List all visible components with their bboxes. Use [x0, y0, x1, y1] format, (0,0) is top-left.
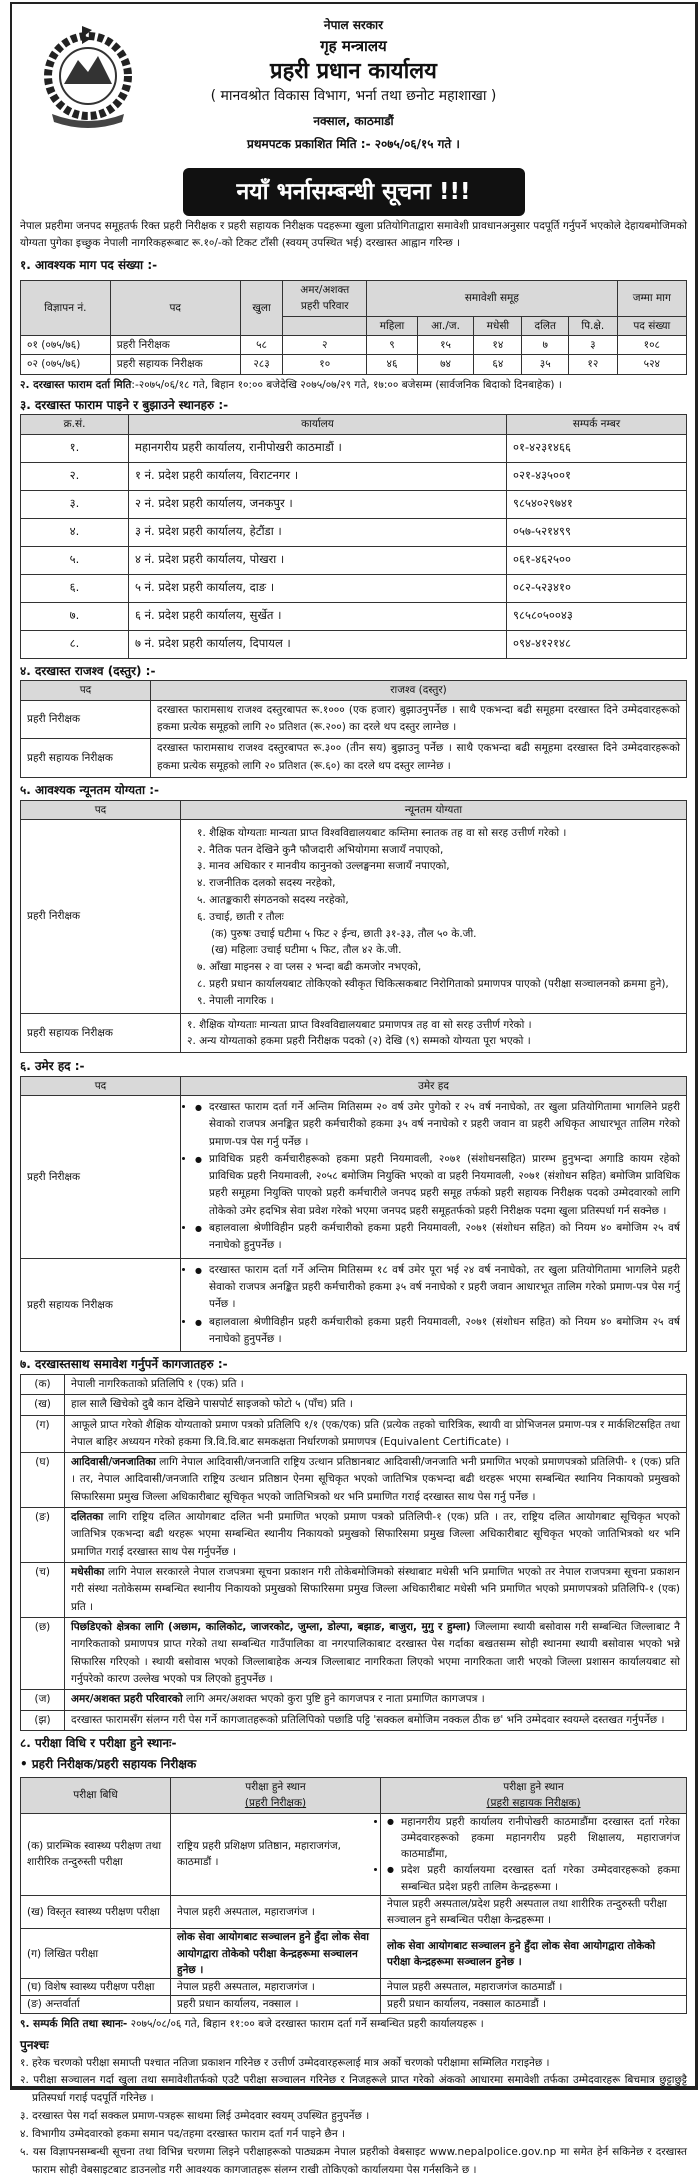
table-cell: १२: [569, 355, 618, 374]
table-cell: ८.: [21, 630, 129, 658]
office-address: नक्साल, काठमाडौं: [313, 114, 394, 129]
document-detail: लागि राष्ट्रिय दलित आयोगबाट दलित भनी प्रमाणित भएको प्रमाण पत्रको प्रतिलिपी-१ (एक) प्रति । तर, राष्ट्रिय दलित आयोगबाट सूचिकृत भएको जातिभित्र एकभन्दा बढी थरहरू भएमा सम्बन्धित स्थानीय निकायको प्रमुखको सिफारिसमा प्रमुख जिल्ला अधिकारीबाट सूचिकृत भएको जातिभित्रको थर भनि प्रमाणित गराई दरखास्त साथ पेस गर्नुपर्नेछ ।: [71, 1511, 680, 1558]
postscript-item: २. परीक्षा सञ्चालन गर्दा खुला तथा समावेशीतर्फको एउटै परीक्षा सञ्चालन गरिनेछ र निजहरूले प्राप्त गरेको अंकको आधारमा समावेशी तर्फका उम्मेदवारहरू बिचमात्र छुट्टाछुट्टै प्रतिस्पर्धा गराई पदपूर्ति गरिनेछ ।: [20, 2074, 687, 2105]
table-cell: १४: [474, 336, 522, 355]
table-cell: ९८५४०२९७४१: [507, 490, 687, 518]
postscript-item: ४. विभागीय उम्मेदवारको हकमा समान पद/तहमा दरखास्त फाराम दर्ता गर्न पाइने छैन ।: [20, 2127, 346, 2140]
table-row: [21, 355, 687, 374]
table-cell: ६ नं. प्रदेश प्रहरी कार्यालय, सुर्खेत ।: [129, 602, 507, 630]
document-detail: दरखास्त फारामसँग संलग्न गरी पेस गर्ने कागजातहरूको प्रतिलिपिको पछाडि पट्टि 'सक्कल बमोजिम नक्कल ठीक छ' भनि उम्मेदवार स्वयम्ले दस्तखत गर्नुपर्नेछ ।: [71, 1713, 665, 1726]
col-post: पद: [21, 1076, 181, 1095]
document-emphasis: आदिवासी/जनजातिका: [71, 1456, 156, 1469]
office-row: [21, 546, 687, 574]
venue-item: ● • प्रदेश प्रहरी कार्यालयमा दरखास्त दर्ता गरेका उम्मेदवारहरूको हकमा सम्बन्धित प्रदेश प्रहरी तालिम केन्द्रहरूमा ।: [387, 1862, 680, 1895]
section-1-title: १. आवश्यक माग पद संख्या :-: [20, 257, 158, 272]
table-row: [21, 336, 687, 355]
section-9: [20, 2016, 687, 2032]
table-cell: ४.: [21, 518, 129, 546]
postscript-item: ३. दरखास्त पेस गर्दा सक्कल प्रमाण-पत्रहरू साथमा लिई उम्मेदवार स्वयम् उपस्थित हुनुपर्नेछ ।: [20, 2110, 370, 2123]
document-row: [21, 1374, 687, 1394]
exam-row: [21, 1895, 687, 1929]
table-cell: ०१ (०७५/७६): [21, 336, 111, 355]
table-cell: ७: [522, 336, 569, 355]
post-inspector: प्रहरी निरीक्षक: [21, 819, 181, 1013]
ministry-name: गृह मन्त्रालय: [320, 36, 387, 55]
table-cell: ४ नं. प्रदेश प्रहरी कार्यालय, पोखरा ।: [129, 546, 507, 574]
qualification-item: ६. उचाई, छाती र तौलः: [197, 910, 284, 923]
document-detail: हाल सालै खिचेको दुबै कान देखिने पासपोर्ट साइजको फोटो ५ (पाँच) प्रति ।: [71, 1398, 353, 1411]
table-cell: ७ नं. प्रदेश प्रहरी कार्यालय, दिपायल ।: [129, 630, 507, 658]
item-label: (ख): [21, 1395, 65, 1415]
inspector-venue: प्रहरी प्रधान कार्यालय, नक्साल ।: [171, 1996, 381, 2013]
intro-text: नेपाल प्रहरीमा जनपद समूहतर्फ रिक्त प्रहरी निरीक्षक र प्रहरी सहायक निरीक्षक पदहरूमा खुला प्रतियोगिताद्वारा समावेशी प्रावधानअनुसार पदपूर्ति गर्नुपर्ने भएकोले देहायबमोजिमको योग्यता पुगेका इच्छुक नेपाली नागरिकहरूबाट रू.१०/-को टिकट टाँसी (स्वयम् उपस्थित भई) दरखास्त आह्वान गरिन्छ ।: [20, 220, 687, 250]
fee-row: [21, 700, 687, 739]
exam-table: [20, 1777, 687, 2014]
col-method: परीक्षा बिधि: [21, 1778, 171, 1814]
table-cell: ०९४-४१२१४८: [507, 630, 687, 658]
division-name: ( मानवश्रोत विकास विभाग, भर्ना तथा छनोट महाशाखा ): [210, 88, 497, 105]
col-dalit: दलित: [522, 316, 569, 335]
office-row: [21, 462, 687, 490]
table-cell: महानगरीय प्रहरी कार्यालय, रानीपोखरी काठमाडौं ।: [129, 434, 507, 462]
qualification-item: ३. मानव अधिकार र मानवीय कानुनको उल्लङ्घनमा सजायँ नपाएको,: [197, 860, 450, 873]
col-office: कार्यालय: [129, 415, 507, 434]
document-emphasis: मधेसीका: [71, 1566, 105, 1579]
table-cell: प्रहरी सहायक निरीक्षक: [21, 739, 151, 778]
table-cell: १.: [21, 434, 129, 462]
table-cell: १५: [417, 336, 474, 355]
published-date: प्रथमपटक प्रकाशित मिति :- २०७५/०६/१५ गते ।: [247, 136, 460, 151]
office-row: [21, 490, 687, 518]
document-detail: लागि नेपाल सरकारले नेपाल राजपत्रमा सूचना प्रकाशन गरी तोकेबमोजिमको संस्थाबाट मधेसी भनि प्रमाणित भएको तर नेपाल राजपत्रमा सूचना प्रकाशन गरी संस्था नतोकेसम्म सम्बन्धित स्थानीय निकायको प्रमुखको सिफारिसमा प्रमुख जिल्ला अधिकारीबाट मधेसी भनि प्रमाणित भएको प्रमाणपत्रको प्रतिलिपि-१ (एक) प्रति ।: [71, 1566, 680, 1613]
asi-venue: लोक सेवा आयोगबाट सञ्चालन हुने हुँदा लोक सेवा आयोगद्वारा तोकेको परीक्षा केन्द्रहरूमा सञ्चालन हुनेछ ।: [381, 1929, 687, 1979]
section-2: [20, 377, 687, 393]
qualification-item: ८. प्रहरी प्रधान कार्यालयबाट तोकिएको स्वीकृत चिकित्सकबाट निरोगिताको प्रमाणपत्र पाएको (परीक्षा सञ्चालनको क्रममा हुने),: [197, 977, 669, 990]
table-cell: प्रहरी निरीक्षक: [110, 336, 240, 355]
gov-name: नेपाल सरकार: [323, 18, 384, 32]
vacancy-table: [20, 280, 687, 374]
age-item: ● • बहालवाला श्रेणीविहीन प्रहरी कर्मचारीको हकमा प्रहरी नियमावली, २०७१ (संशोधन सहित) को नियम ४० बमोजिम २५ वर्ष ननाघेको हुनुपर्नेछ ।: [195, 1314, 680, 1349]
item-label: (झ): [21, 1710, 65, 1730]
inspector-venue: लोक सेवा आयोगबाट सञ्चालन हुने हुँदा लोक सेवा आयोगद्वारा तोकेको परीक्षा केन्द्रहरूमा सञ्चालन हुनेछ ।: [171, 1929, 381, 1979]
table-cell: दरखास्त फारामसाथ राजश्व दस्तुरबापत रू.३०० (तीन सय) बुझाउनु पर्नेछ । साथै एकभन्दा बढी समूहमा दरखास्त दिने उम्मेदवारहरूको हकमा प्रत्येक समूहको लागि २० प्रतिशत (रू.६०) का दरले थप दस्तुर लाग्नेछ ।: [151, 739, 687, 778]
col-backward: पि.क्षे.: [569, 316, 618, 335]
asi-venue: नेपाल प्रहरी अस्पताल, महाराजगंज काठमाडौं ।: [381, 1979, 687, 1996]
post-asi: प्रहरी सहायक निरीक्षक: [21, 1013, 181, 1053]
qualification-item: (ख) महिलाः उचाई घटीमा ५ फिट, तौल ४२ के.जी.: [211, 944, 402, 957]
nepal-government-emblem-icon: [42, 22, 134, 134]
postscript-item: ५. यस विज्ञापनसम्बन्धी सूचना तथा विभिन्न चरणमा लिइने परीक्षाहरूको पाठ्यक्रम नेपाल प्रहरीको वेबसाइट www.nepalpolice.gov.np मा समेत हेर्न सकिनेछ र दरखास्त फाराम सोही वेबसाइटबाट डाउनलोड गरी आवश्यक कागजातहरू संलग्न राखी तोकिएको कार्यालयमा पेस गर्नसकिने छ ।: [20, 2145, 687, 2176]
qualification-item: ४. राजनीतिक दलको सदस्य नरहेको,: [197, 877, 336, 890]
section-9-title: ९. सम्पर्क मिति तथा स्थानः-: [20, 2017, 128, 2030]
item-label: (घ): [21, 1453, 65, 1508]
inspector-venue: नेपाल प्रहरी अस्पताल, महाराजगंज ।: [171, 1895, 381, 1929]
table-cell: २ नं. प्रदेश प्रहरी कार्यालय, जनकपुर ।: [129, 490, 507, 518]
table-cell: २८३: [240, 355, 283, 374]
fee-table: [20, 680, 687, 778]
document-text: [65, 1374, 687, 1394]
table-cell: ६.: [21, 574, 129, 602]
table-cell: ३.: [21, 490, 129, 518]
section-3-title: ३. दरखास्त फाराम पाइने र बुझाउने स्थानहरु :-: [20, 397, 229, 412]
office-row: [21, 630, 687, 658]
col-age: उमेर हद: [181, 1076, 687, 1095]
document-row: [21, 1690, 687, 1710]
qualification-item: २. नैतिक पतन देखिने कुनै फौजदारी अभियोगमा सजायँ नपाएको,: [197, 843, 444, 856]
col-open: खुला: [240, 281, 283, 336]
document-emphasis: पिछडिएको क्षेत्रका लागि (अछाम, कालिकोट, जाजरकोट, जुम्ला, डोल्पा, बझाङ, बाजुरा, मुगु र हुम्ला): [71, 1620, 471, 1633]
qualification-item: ५. आतङ्ककारी संगठनको सदस्य नरहेको,: [197, 893, 349, 906]
document-text: [65, 1453, 687, 1508]
table-cell: १०८: [617, 336, 686, 355]
office-row: [21, 518, 687, 546]
col-women: महिला: [367, 316, 418, 335]
documents-table: [20, 1374, 687, 1731]
table-cell: ३ नं. प्रदेश प्रहरी कार्यालय, हेटौंडा ।: [129, 518, 507, 546]
document-text: [65, 1415, 687, 1453]
table-cell: ०२१-४३५००१: [507, 462, 687, 490]
age-item: ● • दरखास्त फाराम दर्ता गर्ने अन्तिम मितिसम्म १८ वर्ष उमेर पूरा भई २४ वर्ष ननाघेको, तर खुला प्रतियोगितामा भागलिने प्रहरी सेवाको राजपत्र अनङ्कित प्रहरी कर्मचारीको हकमा ३५ वर्ष ननाघेको र प्रहरी जवान आधारभूत तालिम गरेको प्रमाण-पत्र पेस गर्नु पर्नेछ ।: [195, 1262, 680, 1314]
col-aj: आ./ज.: [417, 316, 474, 335]
exam-row: [21, 1813, 687, 1895]
table-cell: १ नं. प्रदेश प्रहरी कार्यालय, विराटनगर ।: [129, 462, 507, 490]
document-text: [65, 1690, 687, 1710]
col-post: पद: [21, 681, 151, 700]
table-cell: ३५: [522, 355, 569, 374]
table-cell: ७४: [417, 355, 474, 374]
col-adv: विज्ञापन नं.: [21, 281, 111, 336]
col-madhesi: मधेसी: [474, 316, 522, 335]
exam-row: [21, 1979, 687, 1996]
exam-method: (क) प्रारम्भिक स्वास्थ्य परीक्षण तथा शारीरिक तन्दुरुस्ती परीक्षा: [21, 1813, 171, 1895]
table-cell: ९: [367, 336, 418, 355]
table-cell: ०८२-५२३४१०: [507, 574, 687, 602]
offices-table: [20, 414, 687, 658]
notice-page: [10, 2, 698, 2176]
qualification-item: ७. आँखा माइनस २ वा प्लस २ भन्दा बढी कमजोर नभएको,: [197, 961, 422, 974]
document-row: [21, 1617, 687, 1689]
item-label: (च): [21, 1563, 65, 1618]
document-row: [21, 1415, 687, 1453]
item-label: (ङ): [21, 1508, 65, 1563]
document-row: [21, 1453, 687, 1508]
table-cell: २.: [21, 462, 129, 490]
item-label: (ज): [21, 1690, 65, 1710]
exam-row: [21, 1996, 687, 2013]
table-cell: ५.: [21, 546, 129, 574]
table-cell: ३: [569, 336, 618, 355]
table-cell: २: [283, 336, 367, 355]
exam-method: (घ) विशेष स्वास्थ्य परीक्षण परीक्षा: [21, 1979, 171, 1996]
table-cell: दरखास्त फारामसाथ राजश्व दस्तुरबापत रू.१००० (एक हजार) बुझाउनुपर्नेछ । साथै एकभन्दा बढी समूहमा दरखास्त दिने उम्मेदवारहरूको हकमा प्रत्येक समूहको लागि २० प्रतिशत (रू.२००) का दरले थप दस्तुर लाग्नेछ ।: [151, 700, 687, 739]
table-cell: ०२ (०७५/७६): [21, 355, 111, 374]
document-emphasis: दलितका: [71, 1511, 104, 1524]
post-asi: प्रहरी सहायक निरीक्षक: [21, 1258, 181, 1352]
document-detail: नेपाली नागरिकताको प्रतिलिपि १ (एक) प्रति ।: [71, 1377, 244, 1390]
qualification-item: १. शैक्षिक योग्यताः मान्यता प्राप्त विश्वविद्यालयबाट प्रमाणपत्र तह वा सो सरह उत्तीर्ण गरेको ।: [187, 1018, 532, 1031]
document-text: [65, 1617, 687, 1689]
document-text: [65, 1710, 687, 1730]
asi-venue: [381, 1813, 687, 1895]
notice-banner: नयाँ भर्नासम्बन्धी सूचना !!!: [183, 168, 525, 216]
document-detail: जिल्लामा स्थायी बसोवास गरी सम्बन्धित जिल्लाबाट नै नागरिकताको प्रमाणपत्र प्राप्त गरेको तथा सम्बन्धित गाउँपालिका वा नगरपालिकाबाट दरखास्त पेस गर्दाका बखतसम्म सोही स्थानमा स्थायी बसोवास भएको भन्ने सिफारिस गरिएको । स्थायी बसोवास भएको जिल्लाबाहेक अन्यत्र जिल्लाबाट नागरिकता लिएको भएमा नागरिकता जारी भएको जिल्ला प्रशासन कार्यालयबाट सो गर्नुपरेको कारण उल्लेख भएको पत्र लिएको हुनुपर्नेछ ।: [71, 1620, 681, 1685]
table-cell: प्रहरी निरीक्षक: [21, 700, 151, 739]
document-detail: लागि नेपाल आदिवासी/जनजाति राष्ट्रिय उत्थान प्रतिष्ठानबाट आदिवासी/जनजाति भनी प्रमाणित भएको प्रमाणपत्रको प्रतिलिपी- १ (एक) प्रति । तर, नेपाल आदिवासी/जनजाति राष्ट्रिय उत्थान प्रतिष्ठान ऐनमा सूचिकृत भएको जातिभित्र एकभन्दा बढी थरहरू भएमा सम्बन्धित स्थानिय निकायको प्रमुखको सिफारिसमा प्रमुख जिल्ला अधिकारीबाट सूचिकृत भएको जातिभित्रको थर भनि प्रमाणित गराई दरखास्त साथ पेस गर्नु पर्नेछ ।: [71, 1456, 680, 1503]
table-cell: ५२४: [617, 355, 686, 374]
section-2-title: २. दरखास्त फाराम दर्ता मिति: [20, 378, 132, 391]
document-row: [21, 1395, 687, 1415]
document-row: [21, 1710, 687, 1730]
qualification-item: (क) पुरुषः उचाई घटीमा ५ फिट २ ईन्च, छाती ३१-३३, तौल ५० के.जी.: [211, 927, 477, 940]
table-cell: ५ नं. प्रदेश प्रहरी कार्यालय, दाङ ।: [129, 574, 507, 602]
header: [20, 4, 687, 164]
col-sn: क्र.सं.: [21, 415, 129, 434]
item-label: (ग): [21, 1415, 65, 1453]
section-5-title: ५. आवश्यक न्यूनतम योग्यता :-: [20, 782, 160, 797]
registration-date: :-२०७५/०६/१८ गते, बिहान १०:०० बजेदेखि २०७५/०७/२९ गते, १७:०० बजेसम्म (सार्वजनिक बिदाको दिनबाहेक) ।: [131, 378, 562, 391]
table-cell: ०५७-५२१४९९: [507, 518, 687, 546]
age-item: ● • दरखास्त फाराम दर्ता गर्ने अन्तिम मितिसम्म २० वर्ष उमेर पुगेको र २५ वर्ष ननाघेको, तर खुला प्रतियोगितामा भागलिने प्रहरी सेवाको राजपत्र अनङ्कित प्रहरी कर्मचारीको हकमा ३५ वर्ष ननाघेको र प्रहरी जवान वा प्रहरी अधिकृत आधारभूत तालिम गरेको प्रमाण-पत्र पेस गर्नु पर्नेछ ।: [195, 1099, 680, 1151]
document-text: [65, 1395, 687, 1415]
qualification-table: [20, 800, 687, 1054]
age-table: [20, 1076, 687, 1353]
qualification-item: १. शैक्षिक योग्यताः मान्यता प्राप्त विश्वविद्यालयबाट कम्तिमा स्नातक तह वा सो सरह उत्तीर्ण गरेको ।: [197, 826, 567, 839]
col-inspector-venue: परीक्षा हुने स्थान (प्रहरी निरीक्षक): [171, 1778, 381, 1814]
section-7-title: ७. दरखास्तसाथ समावेश गर्नुपर्ने कागजातहरु :-: [20, 1357, 228, 1372]
table-cell: ०६१-४६२५००: [507, 546, 687, 574]
exam-method: (ङ) अन्तर्वार्ता: [21, 1996, 171, 2013]
section-6-title: ६. उमेर हद :-: [20, 1059, 85, 1074]
col-contact: सम्पर्क नम्बर: [507, 415, 687, 434]
col-asi-venue: परीक्षा हुने स्थान (प्रहरी सहायक निरीक्षक): [381, 1778, 687, 1814]
col-post: पद: [21, 800, 181, 819]
document-emphasis: अमर/अशक्त प्रहरी परिवारको: [71, 1693, 183, 1706]
office-row: [21, 434, 687, 462]
col-qualification: न्यूनतम योग्यता: [181, 800, 687, 819]
postscript-title: पुनश्चः: [20, 2038, 49, 2052]
table-cell: ७.: [21, 602, 129, 630]
table-cell: ४६: [367, 355, 418, 374]
document-row: [21, 1508, 687, 1563]
col-total-2: पद संख्या: [617, 316, 686, 335]
table-cell: ०१-४२३१४६६: [507, 434, 687, 462]
item-label: (छ): [21, 1617, 65, 1689]
col-group: समावेशी समूह: [367, 281, 617, 317]
postscript-item: १. हरेक चरणको परीक्षा समाप्ती पश्चात नतिजा प्रकाशन गरिनेछ र उत्तीर्ण उम्मेदवारहरूलाई मात्र अर्को चरणको परीक्षामा सम्मिलित गराइनेछ ।: [20, 2056, 550, 2069]
section-8-title: ८. परीक्षा विधि र परीक्षा हुने स्थानः-: [20, 1735, 177, 1750]
contact-date: २०७५/०८/०६ गते, बिहान ११:०० बजे दरखास्त फाराम दर्ता गर्ने सम्बन्धित प्रहरी कार्यालयहरू ।: [127, 2017, 484, 2030]
office-row: [21, 574, 687, 602]
inspector-venue: नेपाल प्रहरी अस्पताल, महाराजगंज ।: [171, 1979, 381, 1996]
table-cell: ९८५८०५००४३: [507, 602, 687, 630]
exam-method: (ग) लिखित परीक्षा: [21, 1929, 171, 1979]
qualification-item: २. अन्य योग्यताको हकमा प्रहरी निरीक्षक पदको (२) देखि (९) सम्मको योग्यता पूरा भएको ।: [187, 1034, 531, 1047]
exam-method: (ख) विस्तृत स्वास्थ्य परीक्षण परीक्षा: [21, 1895, 171, 1929]
col-post: पद: [110, 281, 240, 336]
document-detail: लागि अमर/अशक्त भएको कुरा पुष्टि हुने कागजपत्र र नाता प्रमाणित कागजपत्र ।: [182, 1693, 485, 1706]
fee-row: [21, 739, 687, 778]
document-text: [65, 1508, 687, 1563]
table-cell: ६४: [474, 355, 522, 374]
asi-venue: प्रहरी प्रधान कार्यालय, नक्साल काठमाडौं ।: [381, 1996, 687, 2013]
age-item: ● • प्राविधिक प्रहरी कर्मचारीहरूको हकमा प्रहरी नियमावली, २०७१ (संशोधनसहित) प्रारम्भ हुनुभन्दा अगाडि कायम रहेको प्राविधिक प्रहरी नियमावली, २०५८ बमोजिम नियुक्ति भएको वा प्रहरी नियमावली, २०७१ (संशोधन सहित) बमोजिम प्राविधिक प्रहरी समूहमा नियुक्ति पाएको प्रहरी कर्मचारीले जनपद प्रहरी समूह तर्फको प्रहरी सहायक निरीक्षक पदको उम्मेदवारको लागि तोकेको उमेर हदभित्र सेवा प्रवेश गरेको भएमा जनपद प्रहरी समूहतर्फको प्रहरी निरीक्षक पदमा खुला प्रतिस्पर्धा गर्न सक्नेछ ।: [195, 1151, 680, 1220]
table-cell: १०: [283, 355, 367, 374]
document-row: [21, 1563, 687, 1618]
col-fee: राजश्व (दस्तुर): [151, 681, 687, 700]
exam-row: [21, 1929, 687, 1979]
postscript-list: [20, 2055, 687, 2180]
inspector-venue: राष्ट्रिय प्रहरी प्रशिक्षण प्रतिष्ठान, महाराजगंज, काठमाडौं ।: [171, 1813, 381, 1895]
table-cell: ५८: [240, 336, 283, 355]
table-cell: प्रहरी सहायक निरीक्षक: [110, 355, 240, 374]
col-amar: अमर/अशक्त प्रहरी परिवार: [283, 281, 367, 317]
qualification-item: ९. नेपाली नागरिक ।: [197, 994, 274, 1007]
age-item: ● • बहालवाला श्रेणीविहीन प्रहरी कर्मचारीको हकमा प्रहरी नियमावली, २०७१ (संशोधन सहित) को नियम ४० बमोजिम २५ वर्ष ननाघेको हुनुपर्नेछ ।: [195, 1220, 680, 1255]
office-name: प्रहरी प्रधान कार्यालय: [270, 58, 437, 84]
col-total: जम्मा माग: [617, 281, 686, 317]
post-inspector: प्रहरी निरीक्षक: [21, 1095, 181, 1258]
section-8-subtitle: • प्रहरी निरीक्षक/प्रहरी सहायक निरीक्षक: [20, 1757, 197, 1772]
venue-item: ● • महानगरीय प्रहरी कार्यालय रानीपोखरी काठमाडौंमा दरखास्त दर्ता गरेका उम्मेदवारहरूको हकमा महानगरीय प्रहरी शिक्षालय, महाराजगंज काठमाडौंमा,: [387, 1814, 680, 1863]
office-row: [21, 602, 687, 630]
document-text: [65, 1563, 687, 1618]
section-4-title: ४. दरखास्त राजश्व (दस्तुर) :-: [20, 663, 156, 678]
item-label: (क): [21, 1374, 65, 1394]
document-detail: आफूले प्राप्त गरेको शैक्षिक योग्यताको प्रमाण पत्रको प्रतिलिपि १/१ (एक/एक) प्रति (प्रत्येक तहको चारित्रिक, स्थायी वा प्रोभिजनल प्रमाण-पत्र र मार्कशिटसहित तथा नेपाल बाहिर अध्ययन गरेको हकमा त्रि.वि.वि.बाट समकक्षता निर्धारणको प्रमाणपत्र (Equivalent Certificate) ।: [71, 1418, 680, 1448]
asi-venue: नेपाल प्रहरी अस्पताल/प्रदेश प्रहरी अस्पताल तथा शारीरिक तन्दुरुस्ती परीक्षा सञ्चालन हुने सम्बन्धित परीक्षा केन्द्रहरूमा ।: [381, 1895, 687, 1929]
